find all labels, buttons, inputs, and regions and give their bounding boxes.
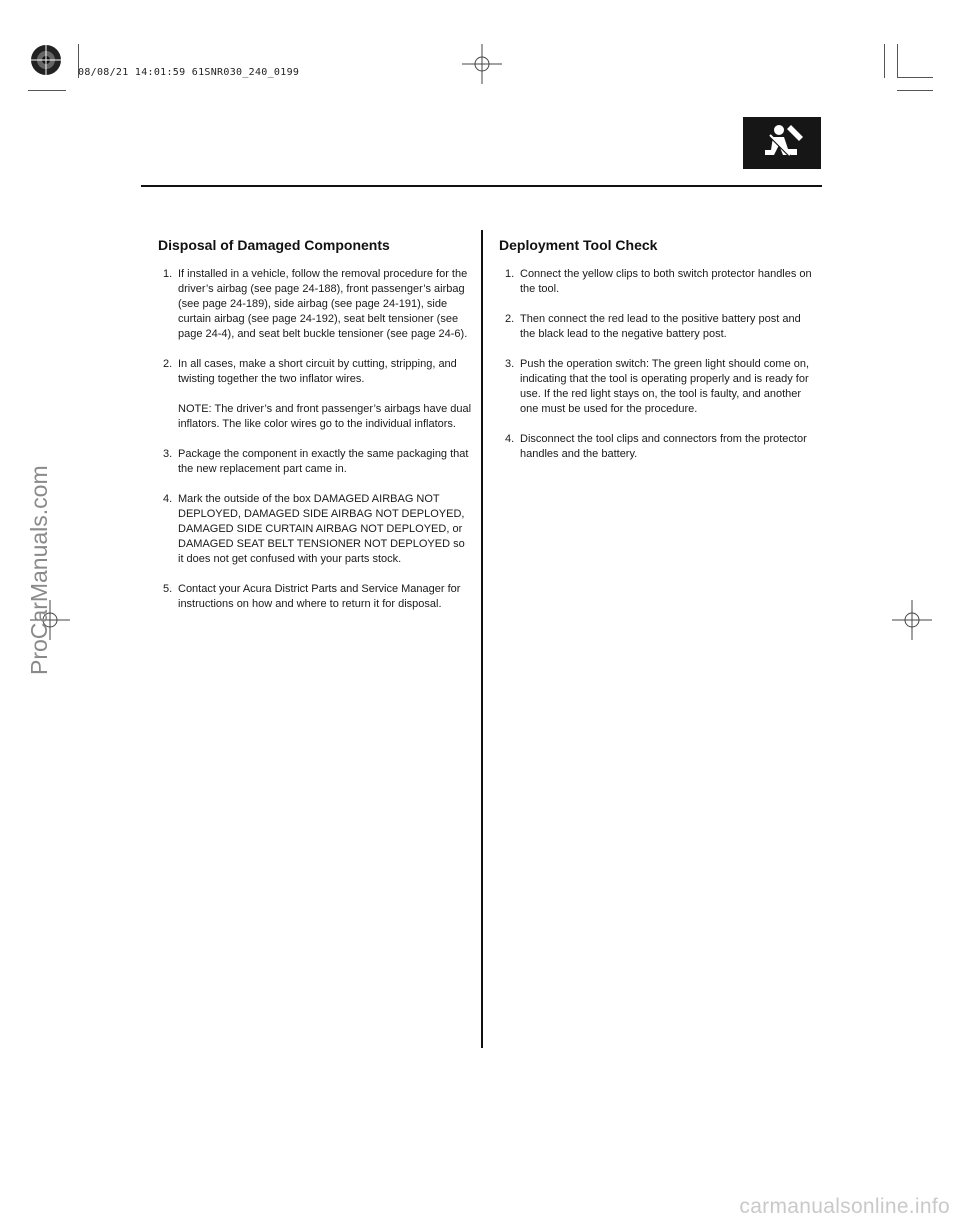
step-text: Contact your Acura District Parts and Service Manager for instructions on how and where to return it for disposal. (178, 583, 461, 610)
footer-watermark[interactable]: carmanualsonline.info (739, 1195, 950, 1218)
crop-mark (897, 44, 898, 78)
section-heading-disposal: Disposal of Damaged Components (158, 237, 390, 253)
step-text: Connect the yellow clips to both switch protector handles on the tool. (520, 268, 812, 295)
step-number: 1. (163, 268, 173, 280)
step-number: 4. (505, 433, 515, 445)
target-icon (28, 42, 64, 78)
side-watermark (14, 440, 54, 680)
step-number: 3. (163, 448, 173, 460)
step-text: Push the operation switch: The green light should come on, indicating that the tool is operating properly and is ready for use. If the red light stays on, the tool is faulty, and another one must be used for the procedure. (520, 358, 810, 415)
list-item (151, 267, 473, 342)
step-text: Package the component in exactly the same packaging that the new replacement part came in. (178, 448, 469, 475)
step-text: Disconnect the tool clips and connectors from the protector handles and the battery. (520, 433, 807, 460)
step-note: NOTE: The driver’s and front passenger’s airbags have dual inflators. The like color wires go to the individual inflators. (178, 403, 472, 430)
step-text: Then connect the red lead to the positive battery post and the black lead to the negative battery post. (520, 313, 801, 340)
list-item (151, 492, 473, 567)
list-item (493, 312, 815, 342)
seatbelt-srs-icon (743, 117, 821, 169)
step-number: 2. (505, 313, 515, 325)
header-rule (141, 185, 822, 187)
crop-mark (897, 90, 933, 91)
list-item (493, 267, 815, 297)
list-item (151, 582, 473, 612)
side-watermark-text: ProCarManuals.com (26, 465, 52, 675)
list-item (493, 357, 815, 417)
crop-mark (897, 77, 933, 78)
deployment-tool-steps (493, 267, 815, 477)
crop-mark (28, 90, 66, 91)
list-item (151, 357, 473, 432)
step-number: 1. (505, 268, 515, 280)
disposal-steps (151, 267, 473, 627)
list-item (151, 447, 473, 477)
step-text: In all cases, make a short circuit by cutting, stripping, and twisting together the two inflator wires. (178, 358, 457, 385)
section-heading-deployment-tool: Deployment Tool Check (499, 237, 658, 253)
crosshair-icon (892, 600, 932, 640)
step-number: 4. (163, 493, 173, 505)
print-stamp: 08/08/21 14:01:59 61SNR030_240_0199 (78, 67, 300, 78)
step-text: If installed in a vehicle, follow the removal procedure for the driver’s airbag (see page 24-188), front passenger’s airbag (see page 24-189), side airbag (see page 24-191), side curtain airbag (see page 24-192), seat belt tensioner (see page 24-4), and seat belt buckle tensioner (see page 24-6). (178, 268, 468, 340)
list-item (493, 432, 815, 462)
step-number: 3. (505, 358, 515, 370)
step-number: 2. (163, 358, 173, 370)
step-number: 5. (163, 583, 173, 595)
section-icon-box (743, 117, 821, 169)
column-divider (481, 230, 483, 1048)
crop-mark (884, 44, 885, 78)
step-text: Mark the outside of the box DAMAGED AIRBAG NOT DEPLOYED, DAMAGED SIDE AIRBAG NOT DEPLOYED, DAMAGED SIDE CURTAIN AIRBAG NOT DEPLOYED, or DAMAGED SEAT BELT TENSIONER NOT DEPLOYED so it does not get confused with your parts stock. (178, 493, 465, 565)
crosshair-icon (462, 44, 502, 84)
